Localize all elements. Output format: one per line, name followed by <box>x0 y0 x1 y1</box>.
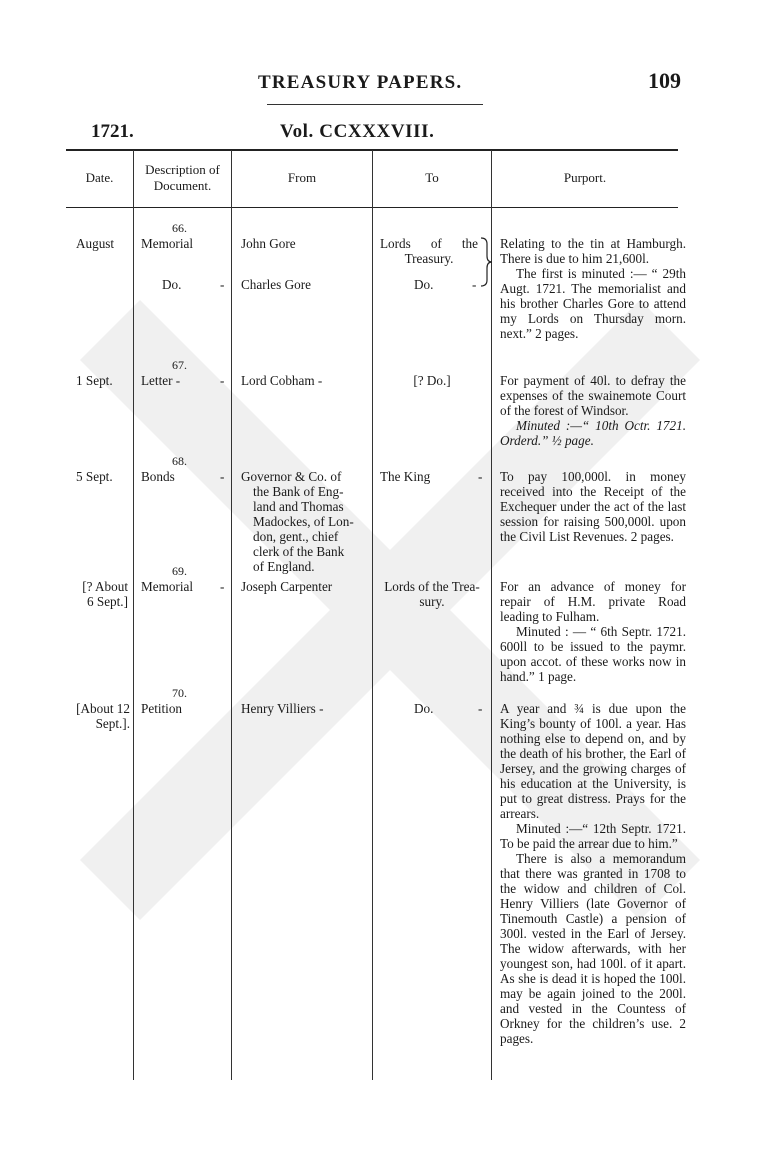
entry-number: 68. <box>172 454 187 468</box>
entry-from: Lord Cobham - <box>241 373 323 388</box>
column-header-purport: Purport. <box>563 170 607 185</box>
entry-to: [? Do.] <box>413 373 451 388</box>
volume-heading: Vol. CCXXXVIII. <box>280 121 435 142</box>
entry-from: John Gore <box>241 236 296 251</box>
title-rule <box>267 104 483 105</box>
entry-to: Do. <box>414 701 434 716</box>
entry-description: Bonds <box>141 469 175 484</box>
entry-date: 5 Sept. <box>76 469 113 484</box>
dash-mark: - <box>220 469 225 484</box>
entry-description: Petition <box>141 701 183 716</box>
entry-from: Governor & Co. of the Bank of Eng- land and Thomas Madockes, of Lon- don, gent., chief clerk of the Bank of England. <box>241 469 354 574</box>
page-number: 109 <box>648 68 681 93</box>
column-divider <box>133 150 134 1080</box>
dash-mark: - <box>478 701 483 716</box>
entry-date: [About 12 Sept.]. <box>76 701 130 731</box>
entry-from: Charles Gore <box>241 277 311 292</box>
entry-date: [? About 6 Sept.] <box>82 579 128 609</box>
dash-mark: - <box>478 469 483 484</box>
entry-purport: A year and ¾ is due upon the King’s bounty of 100l. a year. Has nothing else to depend on, and by the death of his brother, the Earl of Jersey, and the growing charges of his education at the University, is put to great distress. Prays for the arrears. Minuted :—“ 12th Septr. 1721. To be paid the arrear due to him.” There is also a memorandum that there was granted in 1708 to the widow and children of Col. Henry Villiers (late Governor of Tinemouth Castle) a pension of 300l. vested in the Earl of Jersey. The widow afterwards, with her youngest son, had 100l. of it apart. As she is dead it is hoped the 100l. may be again joined to the 200l. and vested in the Countess of Orkney for the children’s use. 2 pages. <box>500 701 686 1046</box>
dash-mark: - <box>220 277 225 292</box>
column-header-date: Date. <box>85 170 114 185</box>
entry-description: Memorial <box>141 579 194 594</box>
column-header-to: To <box>425 170 439 185</box>
dash-mark: - <box>472 277 477 292</box>
running-title: TREASURY PAPERS. <box>258 72 463 93</box>
entry-purport: Relating to the tin at Hamburgh. There is due to him 21,600l. The first is minuted :— “ 29th Augt. 1721. The memorialist and his brother Charles Gore to attend my Lords on Thursday morn. next.” 2 pages. <box>500 236 686 341</box>
column-divider <box>231 150 232 1080</box>
column-header-from: From <box>287 170 317 185</box>
entry-purport: For an advance of money for repair of H.M. private Road leading to Fulham. Minuted : — “ 6th Septr. 1721. 600ll to be issued to the paymr. upon accot. of these works now in hand.” 1 page. <box>500 579 686 684</box>
column-divider <box>491 150 492 1080</box>
entry-number: 66. <box>172 221 187 235</box>
column-header-description: Description of Document. <box>145 162 220 193</box>
entry-number: 70. <box>172 686 187 700</box>
entry-from: Henry Villiers - <box>241 701 324 716</box>
entry-to: The King <box>380 469 431 484</box>
entry-number: 69. <box>172 564 187 578</box>
year-heading: 1721. <box>91 121 134 142</box>
entry-date: 1 Sept. <box>76 373 113 388</box>
dash-mark: - <box>220 373 225 388</box>
dash-mark: - <box>220 579 225 594</box>
entry-description: Memorial <box>141 236 194 251</box>
entry-from: Joseph Carpenter <box>241 579 333 594</box>
entry-description: Do. <box>162 277 182 292</box>
entry-to: Do. <box>414 277 434 292</box>
entry-description: Letter - <box>141 373 181 388</box>
brace-icon <box>479 236 493 288</box>
column-divider <box>372 150 373 1080</box>
entry-purport: For payment of 40l. to defray the expenses of the swainemote Court of the forest of Windsor. Minuted :—“ 10th Octr. 1721. Orderd.” ½ page. <box>500 373 686 448</box>
entry-purport: To pay 100,000l. in money received into the Receipt of the Exchequer under the act of the last session for raising 500,000l. upon the Civil List Revenues. 2 pages. <box>500 469 686 544</box>
entry-number: 67. <box>172 358 187 372</box>
entry-to: Lords of the Treasury. <box>380 236 478 266</box>
entry-to: Lords of the Trea- sury. <box>384 579 480 609</box>
entry-date: August <box>76 236 115 251</box>
